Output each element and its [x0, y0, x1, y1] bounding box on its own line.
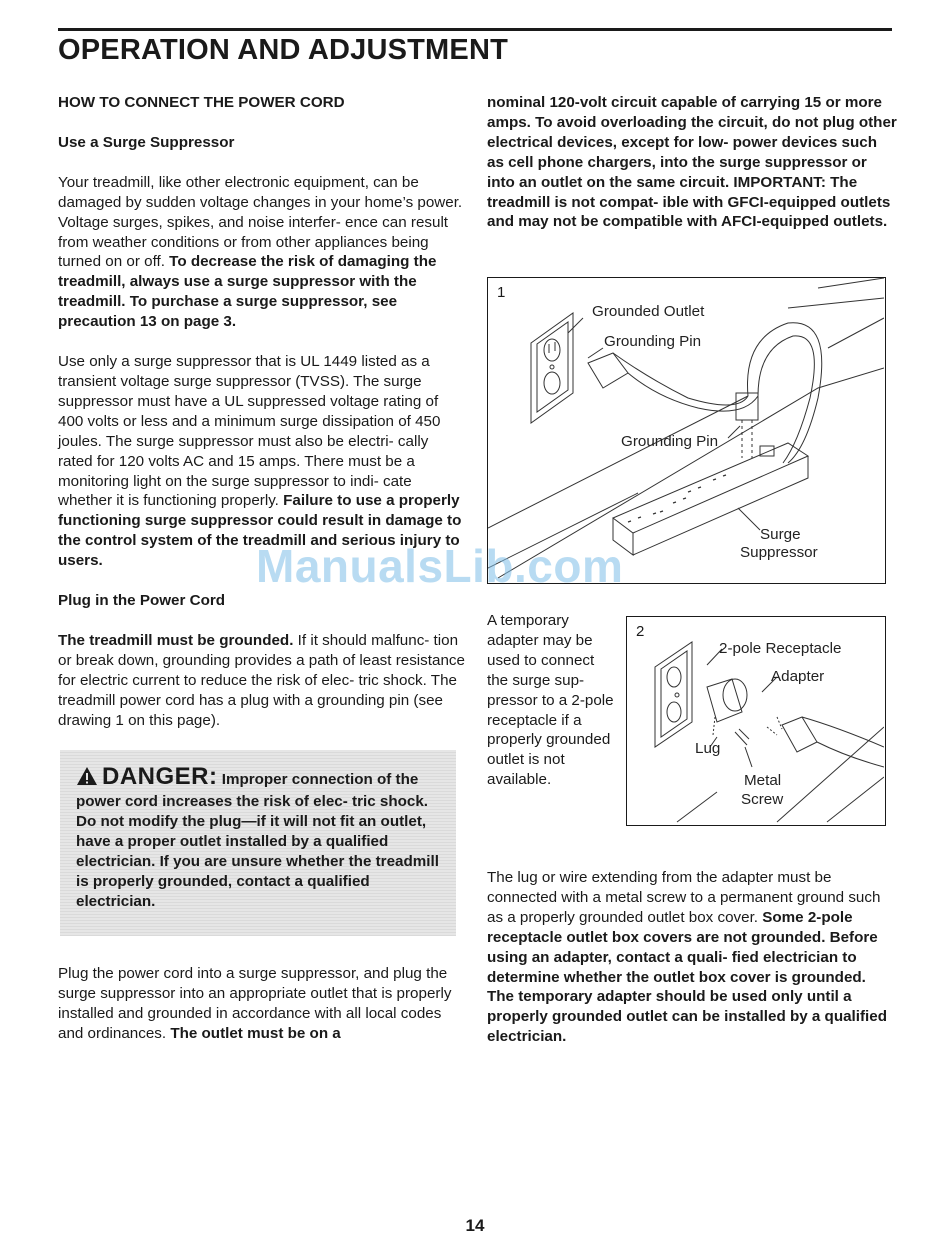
text: The lug or wire extending from the adapter must be connected with a metal screw to a permanent ground such as a properly grounded outlet box cover. [487, 869, 881, 926]
label-suppressor: Suppressor [740, 544, 818, 561]
bold-text: The outlet must be on a [170, 1024, 341, 1042]
figure-2-number: 2 [636, 623, 645, 640]
bold-text: Failure to use a properly functioning surge suppressor could result in damage to the control system of the treadmill and serious injury to users. [58, 492, 462, 570]
paragraph-circuit [487, 93, 897, 232]
left-column [58, 93, 466, 750]
bold-text: Some 2-pole receptacle outlet box covers are not grounded. Before using an adapter, contact a quali- fied electrician to determine whether the outlet box cover is grounded. The temporary adapter should be used only until a properly grounded outlet can be installed by a qualified electrician. [487, 908, 887, 1046]
adapter-note: A temporary adapter may be used to connect the surge sup- pressor to a 2-pole receptacle if a properly grounded outlet is not available. [487, 612, 614, 789]
label-grounding-pin-mid: Grounding Pin [621, 433, 719, 450]
label-surge: Surge [760, 526, 801, 543]
section-heading: HOW TO CONNECT THE POWER CORD [58, 94, 345, 111]
page-title: OPERATION AND ADJUSTMENT [58, 34, 509, 66]
bold-text: The treadmill must be grounded. [58, 631, 294, 649]
text: If it should malfunc- tion or break down, grounding provides a path of least resistance for electric current to reduce the risk of elec- tric shock. The treadmill power cord has a plug with a grounding pin (see drawing 1 on this page). [58, 631, 465, 729]
figure-1-number: 1 [497, 284, 506, 301]
header-rule [58, 28, 892, 31]
text: Use only a surge suppressor that is UL 1449 listed as a transient voltage surge suppressor (TVSS). The surge suppressor must have a UL suppressed voltage rating of 400 volts or less and a minimum surge dissipation of 450 joules. The surge suppressor must also be electri- cally rated for 120 volts AC and 15 amps. There must be a monitoring light on the surge suppressor to indi- cate whether it is functioning properly. [58, 353, 441, 510]
subheading-surge: Use a Surge Suppressor [58, 133, 235, 151]
paragraph-lug [487, 868, 897, 1047]
label-2-pole-receptacle: 2-pole Receptacle [719, 640, 842, 657]
label-screw: Screw [741, 791, 784, 808]
label-grounding-pin-top: Grounding Pin [604, 333, 702, 350]
text: Plug the power cord into a surge suppressor, and plug the surge suppressor into an appropriate outlet that is properly installed and grounded in accordance with all local codes and ordinances. [58, 965, 452, 1042]
danger-text [76, 763, 446, 912]
text: Your treadmill, like other electronic equipment, can be damaged by sudden voltage changes in your home’s power. Voltage surges, spikes, and noise interfer- ence can result from weather conditions or from other appliances being turned on or off. [58, 173, 463, 271]
label-lug: Lug [695, 740, 721, 757]
figure-1 [487, 277, 886, 584]
figure-1-drawing [488, 278, 884, 582]
paragraph-grounding [58, 631, 466, 731]
figure-2 [626, 616, 886, 826]
bold-text: To decrease the risk of damaging the treadmill, always use a surge suppressor with the treadmill. To purchase a surge suppressor, see precaution 13 on page 3. [58, 253, 437, 331]
bold-text: nominal 120-volt circuit capable of carrying 15 or more amps. To avoid overloading the circuit, do not plug other electrical devices, except for low- power devices such as cell phone chargers, into the surge suppressor or into an outlet on the same circuit. IMPORTANT: The treadmill is not compat- ible with GFCI-equipped outlets and may not be compatible with AFCI-equipped outlets. [487, 94, 897, 231]
danger-message: Improper connection of the power cord increases the risk of elec- tric shock. Do not modify the plug—if it will not fit an outlet, have a proper outlet installed by a qualified electrician. If you are unsure whether the treadmill is properly grounded, contact a qualified electrician. [76, 771, 439, 910]
warning-icon [76, 766, 98, 792]
label-grounded-outlet: Grounded Outlet [592, 303, 705, 320]
label-adapter: Adapter [771, 668, 825, 685]
danger-word: DANGER: [102, 763, 218, 790]
right-column [487, 93, 897, 232]
page-number: 14 [465, 1216, 485, 1235]
paragraph-plug-in [58, 964, 466, 1044]
paragraph [58, 964, 466, 1044]
label-metal: Metal [744, 772, 782, 789]
watermark: ManualsLib.com [256, 540, 624, 592]
subheading-plug: Plug in the Power Cord [58, 592, 226, 610]
paragraph-surge-intro [58, 173, 466, 332]
